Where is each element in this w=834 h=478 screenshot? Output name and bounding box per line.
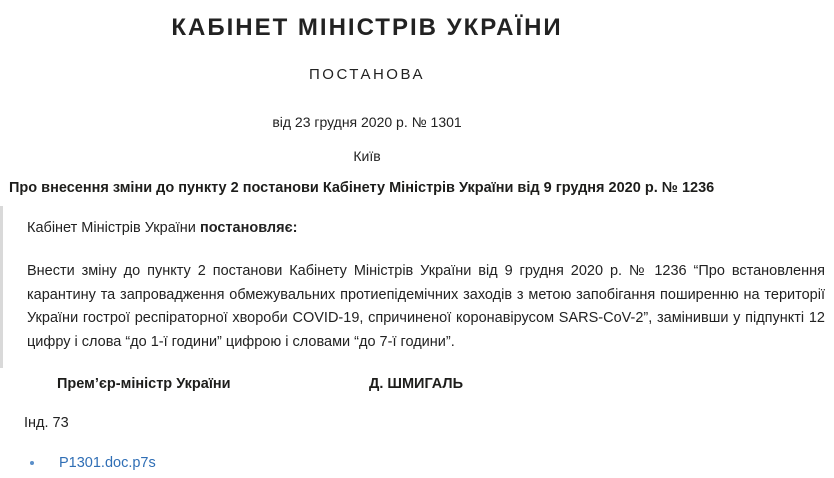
decree-bold: постановляє: bbox=[199, 220, 298, 236]
decree-line bbox=[27, 220, 297, 236]
main-text: Внести зміну до пункту 2 постанови Кабінету Міністрів України від 9 грудня 2020 р. № 1236 “Про встановлення карантину та запровадження обмежувальних протиепідемічних заходів з метою запобігання поширенню на території України гострої респіраторної хвороби COVID-19, спричиненої коронавірусом SARS-CoV-2”, замінивши у підпункті 12 цифру і слова “до 1-ї години” цифрою і словами “до 7-ї години”. bbox=[27, 263, 825, 350]
doc-subject: Про внесення зміни до пункту 2 постанови Кабінету Міністрів України від 9 грудня 2020 р. № 1236 bbox=[9, 180, 715, 196]
doc-city: Київ bbox=[353, 148, 381, 164]
signature-role: Прем’єр-міністр України bbox=[57, 376, 231, 392]
attachment-item bbox=[30, 455, 156, 471]
decree-prefix: Кабінет Міністрів України bbox=[27, 220, 200, 236]
doc-type: ПОСТАНОВА bbox=[309, 66, 425, 83]
doc-date-number: від 23 грудня 2020 р. № 1301 bbox=[272, 114, 462, 130]
document-body bbox=[0, 206, 834, 368]
attachment-link[interactable]: P1301.doc.p7s bbox=[59, 455, 156, 471]
bullet-dot-icon bbox=[30, 461, 34, 465]
document-index: Інд. 73 bbox=[24, 415, 69, 431]
org-title: КАБІНЕТ МІНІСТРІВ УКРАЇНИ bbox=[171, 14, 563, 41]
signature-name: Д. ШМИГАЛЬ bbox=[369, 376, 464, 392]
